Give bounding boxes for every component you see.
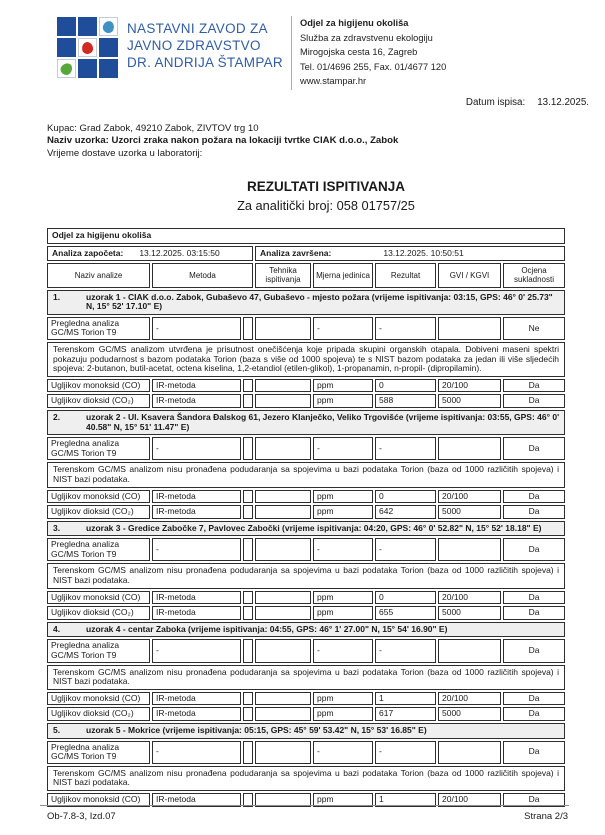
result-cell: - — [375, 741, 436, 764]
gvi-cell — [438, 317, 501, 340]
contact-block — [300, 16, 446, 89]
table-section-row — [47, 228, 565, 244]
gvi-cell: 5000 — [438, 394, 501, 408]
conformity-cell: Da — [503, 394, 565, 408]
analysis-name-cell: Ugljikov dioksid (CO₂) — [47, 505, 150, 519]
gvi-cell: 20/100 — [438, 490, 501, 504]
analysis-row — [47, 591, 565, 605]
gcms-note-cell: Terenskom GC/MS analizom nisu pronađena podudaranja sa spojevima u bazi podataka Torion (baza od 1000 različitih spojeva) i NIST bazi podataka. — [47, 462, 565, 487]
sample-header-row — [47, 521, 565, 537]
header-divider — [291, 16, 292, 90]
institute-name-line: JAVNO ZDRAVSTVO — [127, 38, 261, 53]
sample-header-row — [47, 622, 565, 638]
method-cell: IR-metoda — [152, 394, 241, 408]
conformity-cell: Da — [503, 692, 565, 706]
sample-info-block — [47, 123, 398, 160]
sample-name-line: Naziv uzorka: Uzorci zraka nakon požara na lokaciji tvrtke CIAK d.o.o., Zabok — [47, 135, 399, 147]
analysis-row — [47, 741, 565, 764]
method-cell: IR-metoda — [152, 505, 241, 519]
analysis-name-cell: Ugljikov monoksid (CO) — [47, 692, 150, 706]
print-date — [466, 97, 589, 108]
spacer-cell — [243, 606, 253, 620]
gvi-cell — [438, 639, 501, 662]
conformity-cell: Da — [503, 707, 565, 721]
result-cell: - — [375, 437, 436, 460]
sample-number: 3. — [53, 522, 61, 533]
gcms-note-row — [47, 462, 565, 487]
technique-cell — [255, 692, 311, 706]
analysis-start-label: Analiza započeta: — [52, 247, 124, 258]
sample-title: uzorak 2 - Ul. Ksavera Šandora Đalskog 61, Jezero Klanječko, Veliko Trgovišće (vrijeme ispitivanja: 03:55, GPS: 46° 0' 40.58" N, 15° 51' 11.47" E) — [86, 411, 560, 432]
unit-cell: ppm — [313, 692, 373, 706]
result-cell: - — [375, 538, 436, 561]
sample-header-row — [47, 410, 565, 435]
gcms-note-row — [47, 665, 565, 690]
logo-square — [57, 38, 76, 57]
conformity-cell: Da — [503, 639, 565, 662]
analysis-name-cell: Pregledna analiza GC/MS Torion T9 — [47, 317, 150, 340]
unit-cell: ppm — [313, 379, 373, 393]
sample-header-cell — [47, 410, 565, 435]
analysis-row — [47, 505, 565, 519]
analysis-row — [47, 538, 565, 561]
conformity-cell: Da — [503, 741, 565, 764]
sample-header-row — [47, 723, 565, 739]
unit-cell: ppm — [313, 505, 373, 519]
unit-cell: - — [313, 317, 373, 340]
sample-title: uzorak 3 - Gredice Zabočke 7, Pavlovec Zabočki (vrijeme ispitivanja: 04:20, GPS: 46° 0' 52.82" N, 15° 52' 18.18" E) — [86, 522, 542, 533]
gcms-note-row — [47, 342, 565, 377]
delivery-time-line: Vrijeme dostave uzorka u laboratorij: — [47, 147, 203, 159]
analysis-row — [47, 707, 565, 721]
conformity-cell: Da — [503, 505, 565, 519]
technique-cell — [255, 538, 311, 561]
footer — [47, 811, 568, 822]
col-header-tehnika: Tehnika ispitivanja — [255, 263, 311, 287]
print-date-label: Datum ispisa: — [465, 97, 526, 108]
unit-cell: ppm — [313, 591, 373, 605]
result-cell: 0 — [375, 490, 436, 504]
technique-cell — [255, 639, 311, 662]
gvi-cell: 5000 — [438, 505, 501, 519]
analytical-number: Za analitički broj: 058 01757/25 — [237, 198, 415, 213]
method-cell: - — [152, 317, 241, 340]
technique-cell — [255, 707, 311, 721]
sample-header-cell — [47, 521, 565, 537]
results-table — [45, 226, 567, 809]
analysis-row — [47, 437, 565, 460]
analysis-row — [47, 639, 565, 662]
sample-number: 2. — [53, 411, 61, 422]
contact-line: Služba za zdravstvenu ekologiju — [299, 32, 433, 43]
technique-cell — [255, 505, 311, 519]
analysis-name-cell: Ugljikov monoksid (CO) — [47, 490, 150, 504]
gvi-cell: 20/100 — [438, 591, 501, 605]
logo-square — [57, 59, 76, 78]
logo-green-dot — [58, 60, 74, 76]
result-cell: 642 — [375, 505, 436, 519]
unit-cell: ppm — [313, 793, 373, 807]
gcms-note-cell: Terenskom GC/MS analizom utvrđena je prisutnost onečišćenja koje pripada skupini organskih otapala. Dobiveni maseni spektri pokazuju podudarnost s bazom podataka Torion (baza s više od 1000 spojeva) te s NIST bazom podataka za jedan ili više sljedećih spojeva: 2-butanon, butil-acetat, octena kiselina, 1,2-etandiol (etilen-glikol), 1-propanamin, n-propil- (dipropilamin). — [47, 342, 565, 377]
analysis-row — [47, 692, 565, 706]
sample-header-cell — [47, 622, 565, 638]
method-cell: IR-metoda — [152, 379, 241, 393]
sample-header-cell — [47, 290, 565, 315]
method-cell: IR-metoda — [152, 692, 241, 706]
unit-cell: ppm — [313, 394, 373, 408]
analysis-name-cell: Pregledna analiza GC/MS Torion T9 — [47, 538, 150, 561]
analysis-name-cell: Ugljikov dioksid (CO₂) — [47, 394, 150, 408]
footer-rule — [40, 805, 569, 806]
col-header-mjerna: Mjerna jedinica — [313, 263, 373, 287]
spacer-cell — [243, 317, 253, 340]
logo-square — [78, 17, 97, 36]
spacer-cell — [243, 591, 253, 605]
gvi-cell: 5000 — [438, 707, 501, 721]
result-cell: 655 — [375, 606, 436, 620]
result-cell: 588 — [375, 394, 436, 408]
sample-number: 1. — [53, 291, 61, 302]
customer-line: Kupac: Grad Zabok, 49210 Zabok, ZIVTOV trg 10 — [47, 123, 259, 134]
analysis-row — [47, 606, 565, 620]
spacer-cell — [243, 741, 253, 764]
analysis-name-cell: Ugljikov dioksid (CO₂) — [47, 707, 150, 721]
technique-cell — [255, 741, 311, 764]
logo-square — [57, 17, 76, 36]
analysis-row — [47, 379, 565, 393]
unit-cell: - — [313, 538, 373, 561]
conformity-cell: Da — [503, 793, 565, 807]
col-header-metoda: Metoda — [152, 263, 253, 287]
spacer-cell — [243, 707, 253, 721]
conformity-cell: Da — [503, 379, 565, 393]
spacer-cell — [243, 490, 253, 504]
conformity-cell: Da — [503, 606, 565, 620]
analysis-name-cell: Ugljikov monoksid (CO) — [47, 379, 150, 393]
conformity-cell: Ne — [503, 317, 565, 340]
method-cell: - — [152, 538, 241, 561]
spacer-cell — [243, 379, 253, 393]
method-cell: - — [152, 437, 241, 460]
spacer-cell — [243, 639, 253, 662]
gcms-note-cell: Terenskom GC/MS analizom nisu pronađena podudaranja sa spojevima u bazi podataka Torion (baza od 1000 različitih spojeva) i NIST bazi podataka. — [47, 563, 565, 588]
gvi-cell: 20/100 — [438, 793, 501, 807]
result-cell: 1 — [375, 793, 436, 807]
spacer-cell — [243, 538, 253, 561]
col-header-rezultat: Rezultat — [375, 263, 436, 287]
analysis-end-cell — [255, 246, 565, 262]
institute-logo-icon — [57, 17, 118, 78]
sample-number: 4. — [53, 623, 61, 634]
title-block — [47, 179, 605, 213]
logo-blue-dot — [101, 19, 115, 34]
unit-cell: - — [313, 639, 373, 662]
gcms-note-cell: Terenskom GC/MS analizom nisu pronađena podudaranja sa spojevima u bazi podataka Torion (baza od 1000 različitih spojeva) i NIST bazi podataka. — [47, 665, 565, 690]
sample-header-cell — [47, 723, 565, 739]
analysis-times-row — [47, 246, 565, 262]
sample-title: uzorak 5 - Mokrice (vrijeme ispitivanja: 05:15, GPS: 45° 59' 53.42" N, 15° 53' 16.85" E) — [86, 725, 427, 735]
gcms-note-row — [47, 766, 565, 791]
logo-square — [99, 59, 118, 78]
logo-square — [99, 17, 118, 36]
analysis-name-cell: Pregledna analiza GC/MS Torion T9 — [47, 741, 150, 764]
department-name: Odjel za higijenu okoliša — [299, 18, 409, 28]
result-cell: - — [375, 317, 436, 340]
column-header-row — [47, 263, 565, 287]
print-date-value: 13.12.2025. — [537, 97, 589, 108]
unit-cell: - — [313, 437, 373, 460]
analysis-name-cell: Pregledna analiza GC/MS Torion T9 — [47, 639, 150, 662]
sample-number: 5. — [53, 725, 61, 735]
analysis-end-value: 13.12.2025. 10:50:51 — [383, 247, 464, 258]
gvi-cell — [438, 437, 501, 460]
col-header-gvi: GVI / KGVI — [438, 263, 501, 287]
sample-header-row — [47, 290, 565, 315]
contact-line: Tel. 01/4696 255, Fax. 01/4677 120 — [299, 61, 447, 72]
technique-cell — [255, 394, 311, 408]
conformity-cell: Da — [503, 490, 565, 504]
analysis-name-cell: Ugljikov dioksid (CO₂) — [47, 606, 150, 620]
col-header-naziv: Naziv analize — [47, 263, 150, 287]
gvi-cell: 20/100 — [438, 692, 501, 706]
spacer-cell — [243, 505, 253, 519]
gvi-cell — [438, 741, 501, 764]
technique-cell — [255, 437, 311, 460]
analysis-start-cell — [47, 246, 253, 262]
conformity-cell: Da — [503, 437, 565, 460]
method-cell: IR-metoda — [152, 490, 241, 504]
logo-red-dot — [81, 41, 94, 55]
technique-cell — [255, 490, 311, 504]
contact-line: Mirogojska cesta 16, Zagreb — [299, 47, 418, 58]
gvi-cell — [438, 538, 501, 561]
website-url: www.stampar.hr — [299, 76, 367, 87]
analysis-row — [47, 394, 565, 408]
result-cell: 1 — [375, 692, 436, 706]
col-header-ocjena: Ocjena sukladnosti — [503, 263, 565, 287]
method-cell: IR-metoda — [152, 707, 241, 721]
result-cell: - — [375, 639, 436, 662]
technique-cell — [255, 591, 311, 605]
page-number: Strana 2/3 — [524, 811, 568, 822]
gcms-note-row — [47, 563, 565, 588]
conformity-cell: Da — [503, 591, 565, 605]
method-cell: IR-metoda — [152, 591, 241, 605]
method-cell: - — [152, 741, 241, 764]
unit-cell: ppm — [313, 606, 373, 620]
result-cell: 0 — [375, 379, 436, 393]
result-cell: 0 — [375, 591, 436, 605]
page-title: REZULTATI ISPITIVANJA — [247, 179, 405, 194]
analysis-name-cell: Pregledna analiza GC/MS Torion T9 — [47, 437, 150, 460]
unit-cell: ppm — [313, 707, 373, 721]
technique-cell — [255, 606, 311, 620]
analysis-row — [47, 490, 565, 504]
analysis-name-cell: Ugljikov monoksid (CO) — [47, 591, 150, 605]
analysis-row — [47, 317, 565, 340]
table-section-title: Odjel za higijenu okoliša — [47, 228, 565, 244]
spacer-cell — [243, 437, 253, 460]
spacer-cell — [243, 394, 253, 408]
gcms-note-cell: Terenskom GC/MS analizom nisu pronađena podudaranja sa spojevima u bazi podataka Torion (baza od 1000 različitih spojeva) i NIST bazi podataka. — [47, 766, 565, 791]
gvi-cell: 5000 — [438, 606, 501, 620]
method-cell: IR-metoda — [152, 793, 241, 807]
method-cell: IR-metoda — [152, 606, 241, 620]
sample-title: uzorak 4 - centar Zaboka (vrijeme ispitivanja: 04:55, GPS: 46° 1' 27.00" N, 15° 54' 16.90" E) — [86, 623, 448, 634]
letterhead — [57, 14, 446, 90]
analysis-name-cell: Ugljikov monoksid (CO) — [47, 793, 150, 807]
unit-cell: ppm — [313, 490, 373, 504]
conformity-cell: Da — [503, 538, 565, 561]
logo-square — [78, 59, 97, 78]
logo-square — [99, 38, 118, 57]
form-code: Ob-7.8-3, Izd.07 — [47, 811, 116, 822]
institute-name-line: DR. ANDRIJA ŠTAMPAR — [127, 55, 283, 70]
institute-name — [127, 20, 283, 71]
sample-title: uzorak 1 - CIAK d.o.o. Zabok, Gubaševo 47, Gubaševo - mjesto požara (vrijeme ispitivanja: 03:15, GPS: 46° 0' 25.73" N, 15° 52' 17.10" E) — [86, 291, 553, 312]
spacer-cell — [243, 692, 253, 706]
technique-cell — [255, 379, 311, 393]
method-cell: - — [152, 639, 241, 662]
logo-square — [78, 38, 97, 57]
gvi-cell: 20/100 — [438, 379, 501, 393]
analysis-start-value: 13.12.2025. 03:15:50 — [139, 247, 220, 258]
result-cell: 617 — [375, 707, 436, 721]
institute-name-line: NASTAVNI ZAVOD ZA — [127, 21, 268, 36]
analysis-end-label: Analiza završena: — [260, 247, 332, 258]
results-table-wrap — [45, 226, 567, 809]
unit-cell: - — [313, 741, 373, 764]
technique-cell — [255, 317, 311, 340]
